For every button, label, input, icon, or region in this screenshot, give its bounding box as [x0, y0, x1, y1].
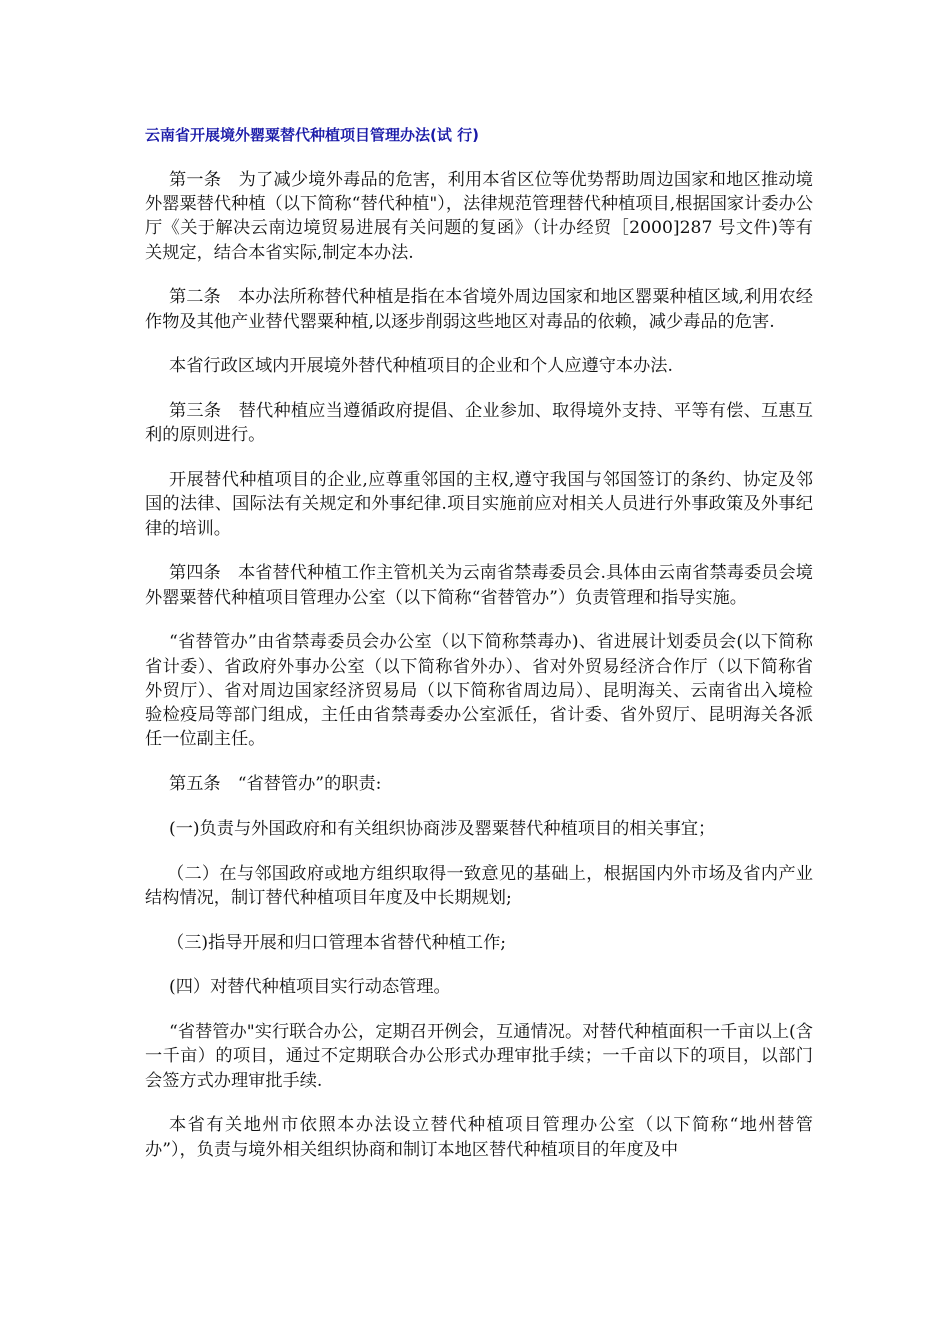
paragraph-duty-3: （三)指导开展和归口管理本省替代种植工作; [167, 932, 507, 953]
paragraph-article-2: 第二条 本办法所称替代种植是指在本省境外周边国家和地区罂粟种植区域,利用农经作物及其他产业替代罂粟种植,以逐步削弱这些地区对毒品的依赖，减少毒品的危害. [145, 287, 813, 332]
paragraph-local-offices: 本省有关地州市依照本办法设立替代种植项目管理办公室（以下简称“地州替管办”），负责与境外相关组织协商和制订本地区替代种植项目的年度及中 [145, 1115, 813, 1160]
document-title: 云南省开展境外罂粟替代种植项目管理办法(试 行) [145, 126, 479, 144]
paragraph-duty-1: (一)负责与外国政府和有关组织协商涉及罂粟替代种植项目的相关事宜； [169, 818, 716, 839]
paragraph-joint-office: “省替管办"实行联合办公，定期召开例会，互通情况。对替代种植面积一千亩以上(含一千亩）的项目，通过不定期联合办公形式办理审批手续；一千亩以下的项目，以部门会签方式办理审批手续. [145, 1022, 813, 1091]
paragraph-enterprise-obligations: 开展替代种植项目的企业,应尊重邻国的主权,遵守我国与邻国签订的条约、协定及邻国的法律、国际法有关规定和外事纪律.项目实施前应对相关人员进行外事政策及外事纪律的培训。 [145, 470, 813, 539]
paragraph-article-4: 第四条 本省替代种植工作主管机关为云南省禁毒委员会.具体由云南省禁毒委员会境外罂粟替代种植项目管理办公室（以下简称“省替管办”）负责管理和指导实施。 [145, 563, 813, 608]
paragraph-duty-4: (四）对替代种植项目实行动态管理。 [169, 977, 451, 998]
paragraph-article-5: 第五条 “省替管办”的职责: [169, 774, 382, 795]
paragraph-scope: 本省行政区域内开展境外替代种植项目的企业和个人应遵守本办法. [169, 356, 673, 377]
paragraph-office-composition: “省替管办”由省禁毒委员会办公室（以下简称禁毒办)、省进展计划委员会(以下简称省计委）、省政府外事办公室（以下简称省外办）、省对外贸易经济合作厅（以下简称省外贸厅）、省对周边国家经济贸易局（以下简称省周边局）、昆明海关、云南省出入境检验检疫局等部门组成，主任由省禁毒委办公室派任，省计委、省外贸厅、昆明海关各派任一位副主任。 [145, 632, 813, 750]
document-body [145, 168, 813, 1182]
paragraph-article-1: 第一条 为了减少境外毒品的危害，利用本省区位等优势帮助周边国家和地区推动境外罂粟替代种植（以下简称“替代种植"），法律规范管理替代种植项目,根据国家计委办公厅《关于解决云南边境贸易进展有关问题的复函》（计办经贸［2000]287 号文件)等有关规定，结合本省实际,制定本办法. [145, 170, 813, 263]
paragraph-duty-2: （二）在与邻国政府或地方组织取得一致意见的基础上，根据国内外市场及省内产业结构情况，制订替代种植项目年度及中长期规划; [145, 863, 813, 908]
paragraph-article-3: 第三条 替代种植应当遵循政府提倡、企业参加、取得境外支持、平等有偿、互惠互利的原则进行。 [145, 401, 813, 446]
